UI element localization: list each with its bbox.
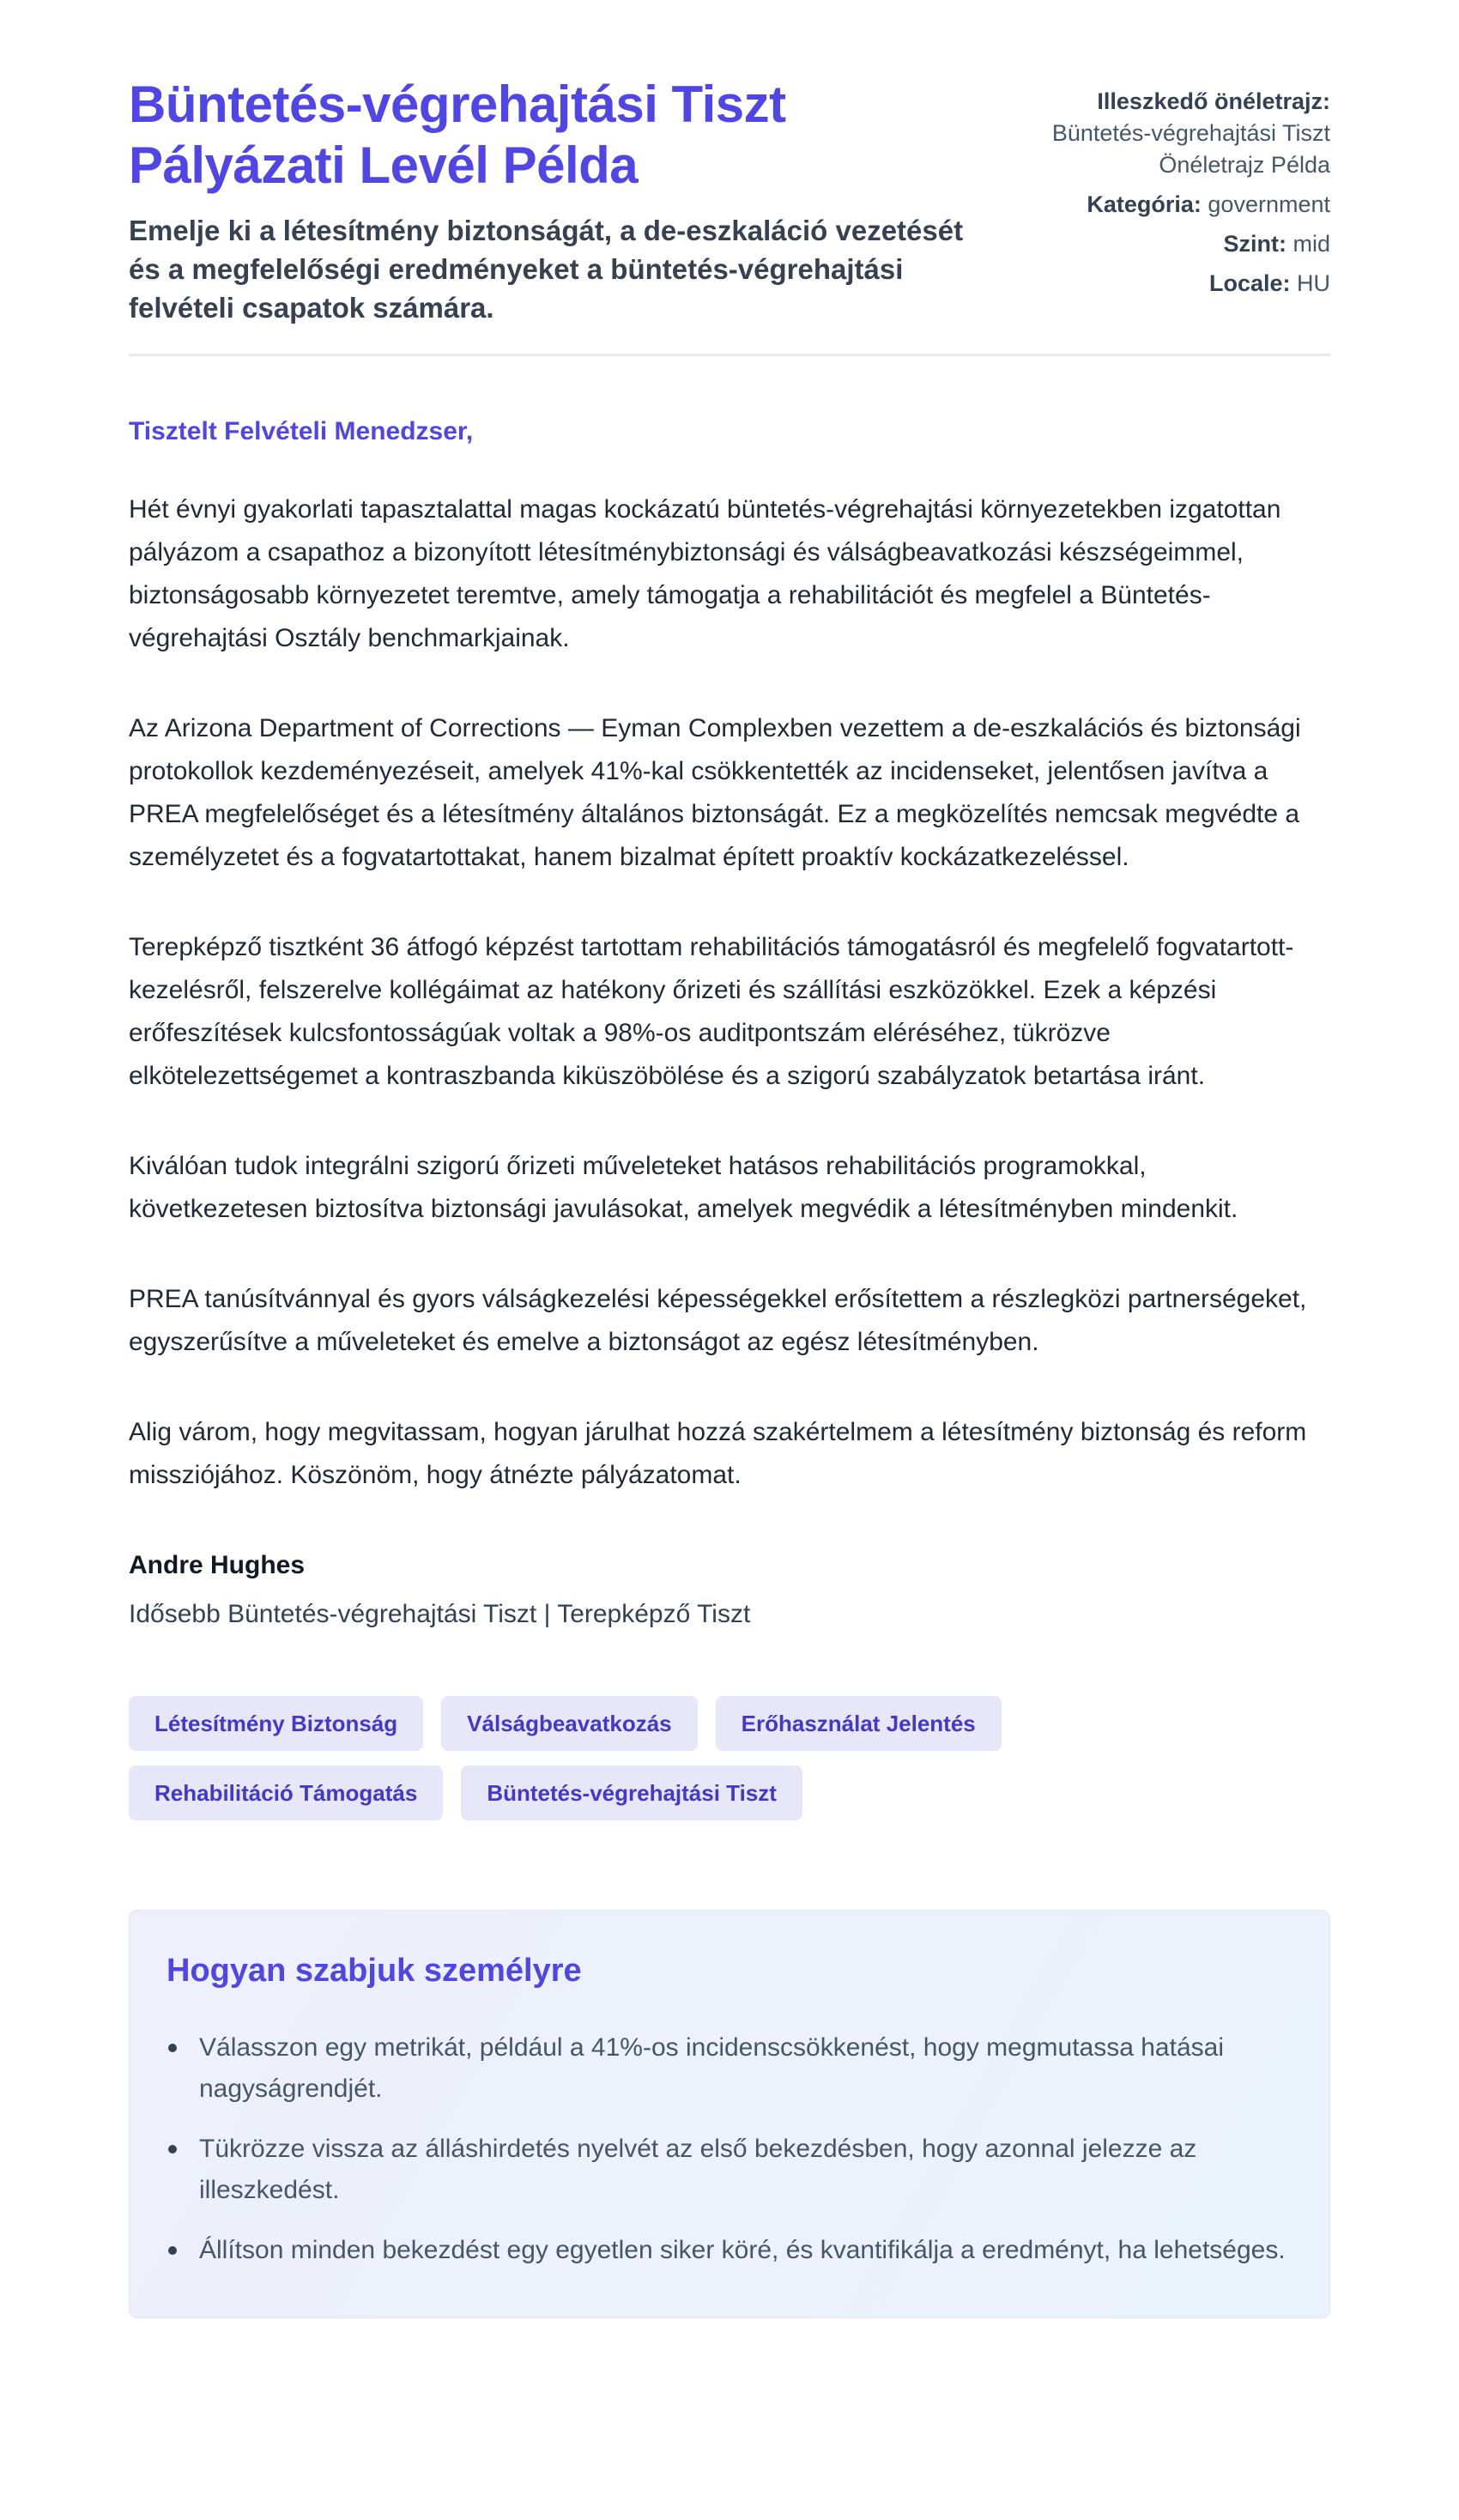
meta-level: [1020, 228, 1330, 260]
meta-category-value: government: [1208, 191, 1330, 217]
signature-name: Andre Hughes: [129, 1551, 306, 1579]
bullet-dot-icon: [168, 2145, 177, 2154]
cover-letter: [129, 410, 1330, 1636]
meta-panel: [1020, 74, 1330, 307]
meta-locale: [1020, 268, 1330, 300]
page-container: [129, 0, 1330, 2318]
letter-paragraph: Hét évnyi gyakorlati tapasztalattal magas kockázatú büntetés-végrehajtási környezetekben izgatottan pályázom a csapathoz a bizonyított létesítménybiztonsági és válságbeavatkozási készségeimmel, biztonságosabb környezetet teremtve, amely támogatja a rehabilitációt és megfelel a Büntetés-végrehajtási Osztály benchmarkjainak.: [129, 495, 1281, 652]
letter-paragraph: PREA tanúsítvánnyal és gyors válságkezelési képességekkel erősítettem a részlegközi partnerségeket, egyszerűsítve a műveleteket és emelve a biztonságot az egész létesítményben.: [129, 1285, 1307, 1356]
callout-bullet: [166, 2129, 1293, 2211]
callout-bullet: [166, 2230, 1293, 2271]
bullet-dot-icon: [168, 2246, 177, 2255]
header: [129, 74, 1330, 327]
meta-locale-value: HU: [1297, 270, 1330, 296]
callout-bullet-list: [166, 2027, 1293, 2271]
personalization-callout: [129, 1910, 1330, 2318]
tag-use-of-force-reporting[interactable]: Erőhasználat Jelentés: [716, 1696, 1002, 1751]
meta-category-label: Kategória:: [1087, 191, 1202, 217]
meta-category: [1020, 189, 1330, 221]
meta-matching-resume: [1020, 86, 1330, 181]
tag-list: [129, 1696, 1330, 1820]
tag-correctional-officer[interactable]: Büntetés-végrehajtási Tiszt: [461, 1766, 802, 1820]
callout-bullet: [166, 2027, 1293, 2110]
meta-matching-resume-label: Illeszkedő önéletrajz:: [1097, 88, 1330, 114]
page-title: Büntetés-végrehajtási Tiszt Pályázati Levél Példa: [129, 76, 786, 194]
callout-bullet-text: Válasszon egy metrikát, például a 41%-os incidenscsökkenést, hogy megmutassa hatásai nagyságrendjét.: [199, 2033, 1224, 2103]
letter-paragraph: Az Arizona Department of Corrections — Eyman Complexben vezettem a de-eszkalációs és biztonsági protokollok kezdeményezéseit, amelyek 41%-kal csökkentették az incidenseket, jelentősen javítva a PREA megfelelőséget és a létesítmény általános biztonságát. Ez a megközelítés nemcsak megvédte a személyzetet és a fogvatartottakat, hanem bizalmat épített proaktív kockázatkezeléssel.: [129, 714, 1301, 871]
header-divider: [129, 354, 1330, 356]
callout-bullet-text: Tükrözze vissza az álláshirdetés nyelvét az első bekezdésben, hogy azonnal jelezze az illeszkedést.: [199, 2135, 1197, 2204]
meta-level-value: mid: [1293, 231, 1330, 257]
header-left: [129, 74, 994, 327]
letter-paragraph: Kiválóan tudok integrálni szigorú őrizeti műveleteket hatásos rehabilitációs programokkal, következetesen biztosítva biztonsági javulásokat, amelyek megvédik a létesítményben mindenkit.: [129, 1152, 1238, 1223]
page-subtitle: Emelje ki a létesítmény biztonságát, a de-eszkaláció vezetését és a megfelelőségi eredményeket a büntetés-végrehajtási felvételi csapatok számára.: [129, 215, 964, 324]
letter-greeting: Tisztelt Felvételi Menedzser,: [129, 417, 474, 445]
tag-crisis-intervention[interactable]: Válságbeavatkozás: [441, 1696, 697, 1751]
meta-locale-label: Locale:: [1208, 270, 1291, 296]
bullet-dot-icon: [168, 2044, 177, 2052]
callout-title: Hogyan szabjuk személyre: [166, 1953, 582, 1989]
tag-facility-security[interactable]: Létesítmény Biztonság: [129, 1696, 423, 1751]
letter-paragraph: Alig várom, hogy megvitassam, hogyan járulhat hozzá szakértelmem a létesítmény biztonság és reform missziójához. Köszönöm, hogy átnézte pályázatomat.: [129, 1418, 1307, 1489]
callout-bullet-text: Állítson minden bekezdést egy egyetlen siker köré, és kvantifikálja a eredményt, ha lehetséges.: [199, 2236, 1286, 2264]
meta-level-label: Szint:: [1223, 231, 1286, 257]
meta-matching-resume-value: Büntetés-végrehajtási Tiszt Önéletrajz Példa: [1051, 120, 1330, 178]
letter-paragraph: Terepképző tisztként 36 átfogó képzést tartottam rehabilitációs támogatásról és megfelelő fogvatartott-kezelésről, felszerelve kollégáimat az hatékony őrizeti és szállítási eszközökkel. Ezek a képzési erőfeszítések kulcsfontosságúak voltak a 98%-os auditpontszám eléréséhez, tükrözve elkötelezettségemet a kontraszbanda kiküszöbölése és a szigorú szabályzatok betartása iránt.: [129, 933, 1294, 1090]
signature-title: Idősebb Büntetés-végrehajtási Tiszt | Terepképző Tiszt: [129, 1600, 751, 1628]
signature-block: [129, 1544, 1330, 1636]
tag-rehabilitation-support[interactable]: Rehabilitáció Támogatás: [129, 1766, 443, 1820]
